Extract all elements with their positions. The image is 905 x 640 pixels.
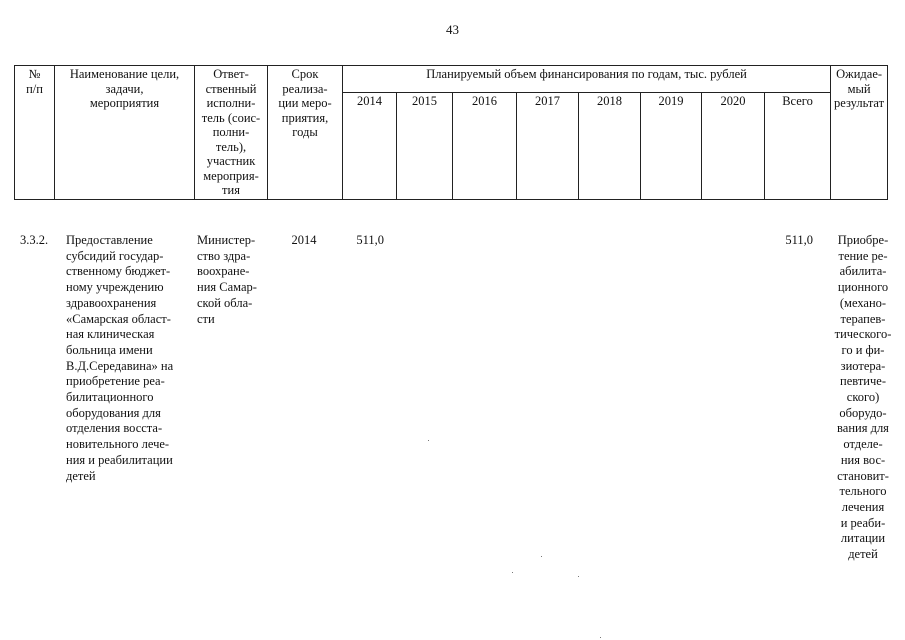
- header-name: Наименование цели, задачи, мероприятия: [55, 66, 195, 200]
- row-num: 3.3.2.: [20, 233, 49, 247]
- scan-speck: [512, 572, 513, 573]
- scan-speck: [600, 637, 601, 638]
- header-year-2016: 2016: [453, 93, 517, 199]
- header-total: Всего: [765, 93, 831, 199]
- header-year-2014: 2014: [343, 93, 397, 199]
- header-financing: Планируемый объем финансирования по годам, тыс. рублей: [343, 66, 831, 93]
- row-responsible: Министер- ство здра- воохране- ния Самар- ской обла- сти: [197, 233, 257, 326]
- header-year-2020: 2020: [702, 93, 765, 199]
- header-year-2017: 2017: [517, 93, 579, 199]
- header-responsible: Ответ- ственный исполни- тель (соис- полни- тель), участник мероприя- тия: [195, 66, 268, 200]
- scan-speck: [541, 556, 542, 557]
- row-value-total: 511,0: [785, 233, 813, 247]
- row-term: 2014: [291, 233, 317, 247]
- scan-speck: [578, 576, 579, 577]
- header-result: Ожидае- мый результат: [831, 66, 888, 200]
- row-name: Предоставление субсидий государ- ственному бюджет- ному учреждению здравоохранения «Самарская област- ная клиническая больница имени В.Д.Середавина» на приобретение реа- билитационного оборудования для отделения восста- новительного лече- ния и реабилитации детей: [66, 233, 174, 483]
- table-header: [14, 65, 888, 200]
- header-year-2019: 2019: [641, 93, 702, 199]
- table-row: [0, 233, 905, 633]
- header-year-2015: 2015: [397, 93, 453, 199]
- header-year-2018: 2018: [579, 93, 641, 199]
- header-term: Срок реализа- ции меро- приятия, годы: [268, 66, 343, 200]
- row-result: Приобре- тение ре- абилита- ционного (механо- терапев- тического- го и фи- зиотера- певтиче- ского) оборудо- вания для отделе- ния вос- становит- тельного лечения и реаби- литации детей: [834, 233, 892, 562]
- scan-speck: [428, 440, 429, 441]
- row-value-2014: 511,0: [356, 233, 384, 247]
- header-num: № п/п: [15, 66, 55, 200]
- page-number: 43: [446, 22, 459, 37]
